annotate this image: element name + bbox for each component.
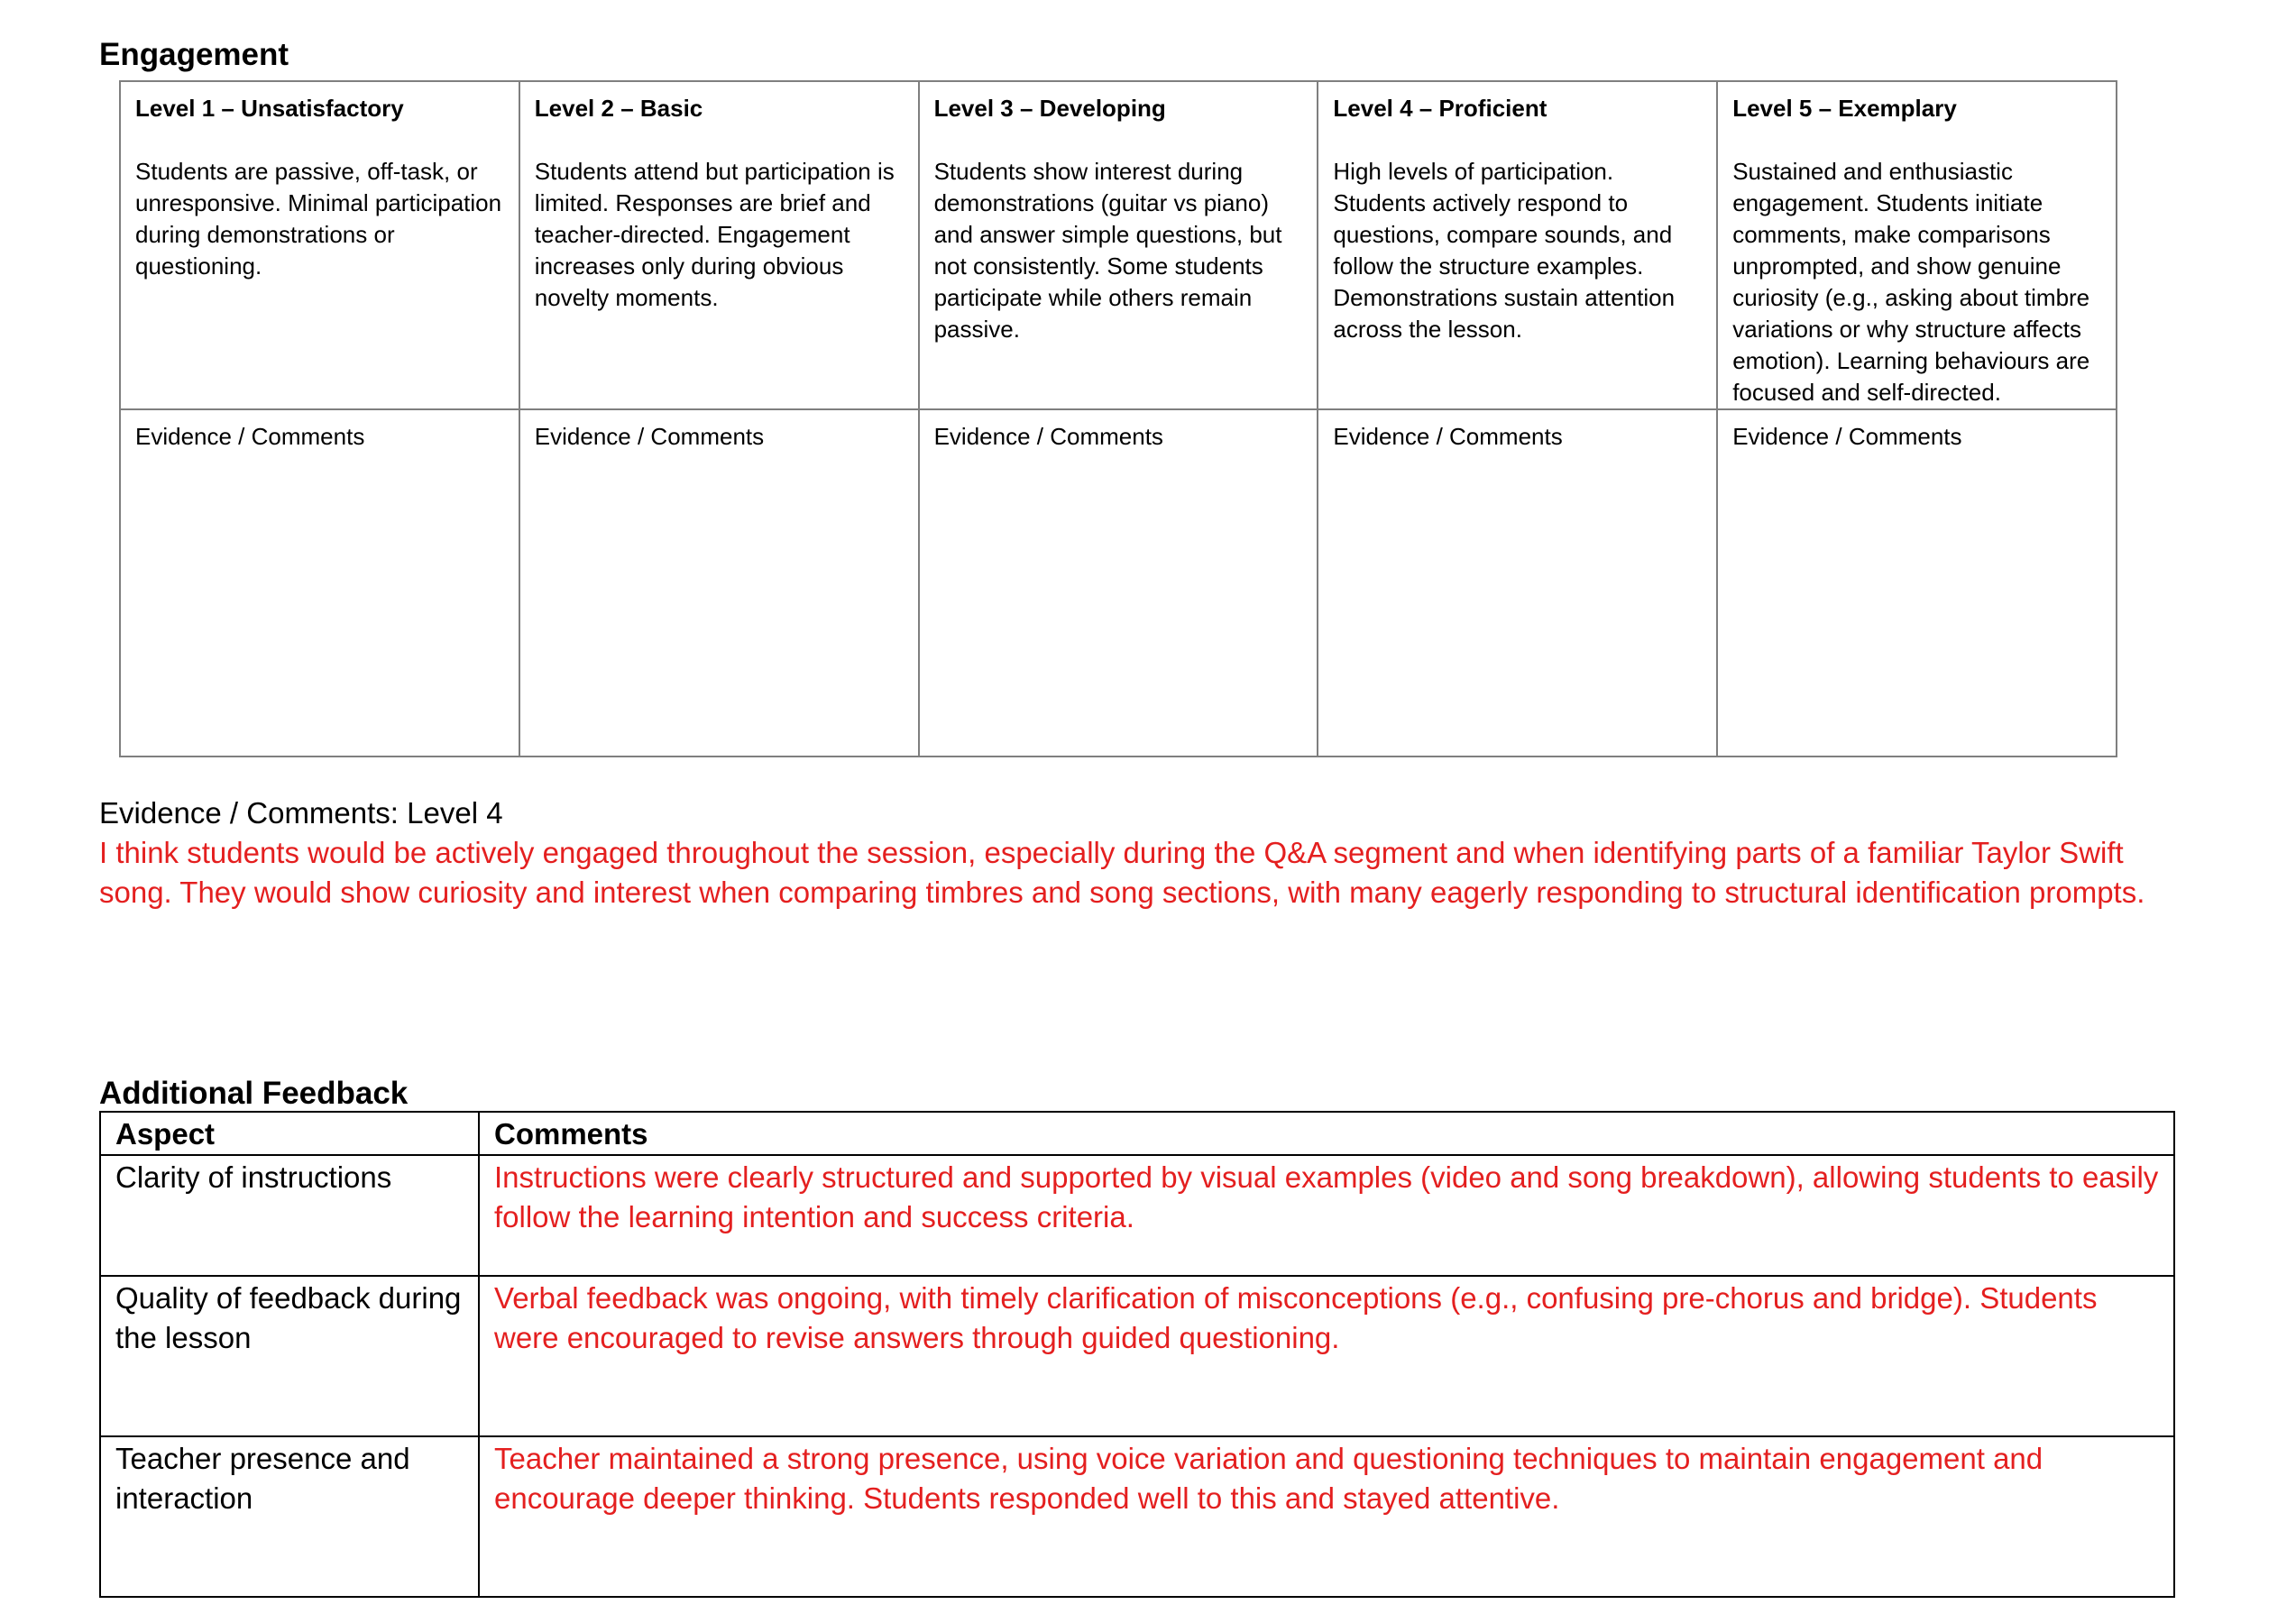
aspect-column-header: Aspect	[100, 1112, 479, 1155]
evidence-label: Evidence / Comments	[534, 423, 765, 450]
level-5-title: Level 5 – Exemplary	[1732, 95, 1957, 122]
evidence-summary-label: Evidence / Comments: Level 4	[99, 796, 503, 830]
feedback-header-row	[100, 1112, 2174, 1155]
evidence-label: Evidence / Comments	[933, 423, 1163, 450]
level-5-description: Sustained and enthusiastic engagement. Students initiate comments, make comparisons unprompted, and show genuine curiosity (e.g., asking about timbre variations or why structure affects emotion). Learning behaviours are focused and self-directed.	[1732, 158, 2090, 406]
rubric-cell-level-3	[919, 81, 1318, 409]
additional-feedback-heading: Additional Feedback	[99, 1076, 409, 1111]
level-3-title: Level 3 – Developing	[933, 95, 1166, 122]
comment-cell[interactable]: Instructions were clearly structured and supported by visual examples (video and song breakdown), allowing students to easily follow the learning intention and success criteria.	[479, 1155, 2174, 1276]
rubric-evidence-row	[120, 409, 2117, 756]
evidence-cell-level-2[interactable]	[519, 409, 919, 756]
comment-cell[interactable]: Verbal feedback was ongoing, with timely clarification of misconceptions (e.g., confusing pre-chorus and bridge). Students were encouraged to revise answers through guided questioning.	[479, 1276, 2174, 1436]
evidence-cell-level-1[interactable]	[120, 409, 519, 756]
level-1-title: Level 1 – Unsatisfactory	[135, 95, 404, 122]
evidence-cell-level-4[interactable]	[1318, 409, 1717, 756]
aspect-cell: Clarity of instructions	[100, 1155, 479, 1276]
rubric-cell-level-2	[519, 81, 919, 409]
engagement-heading: Engagement	[99, 37, 289, 72]
rubric-cell-level-4	[1318, 81, 1717, 409]
evidence-label: Evidence / Comments	[135, 423, 365, 450]
level-2-title: Level 2 – Basic	[534, 95, 703, 122]
aspect-cell: Teacher presence and interaction	[100, 1436, 479, 1597]
level-4-title: Level 4 – Proficient	[1333, 95, 1548, 122]
evidence-label: Evidence / Comments	[1333, 423, 1563, 450]
additional-feedback-table	[99, 1111, 2175, 1598]
rubric-cell-level-1	[120, 81, 519, 409]
evidence-summary-text[interactable]: I think students would be actively engaged throughout the session, especially during the Q&A segment and when identifying parts of a familiar Taylor Swift song. They would show curiosity and interest when comparing timbres and song sections, with many eagerly responding to structural identification prompts.	[99, 836, 2145, 909]
rubric-level-row	[120, 81, 2117, 409]
level-1-description: Students are passive, off-task, or unresponsive. Minimal participation during demonstrations or questioning.	[135, 158, 502, 280]
comments-column-header: Comments	[479, 1112, 2174, 1155]
engagement-rubric-table	[119, 80, 2117, 757]
evidence-cell-level-3[interactable]	[919, 409, 1318, 756]
table-row	[100, 1276, 2174, 1436]
table-row	[100, 1155, 2174, 1276]
table-row	[100, 1436, 2174, 1597]
evidence-label: Evidence / Comments	[1732, 423, 1962, 450]
rubric-cell-level-5	[1717, 81, 2117, 409]
aspect-cell: Quality of feedback during the lesson	[100, 1276, 479, 1436]
level-2-description: Students attend but participation is limited. Responses are brief and teacher-directed. Engagement increases only during obvious novelty moments.	[534, 158, 895, 311]
evidence-cell-level-5[interactable]	[1717, 409, 2117, 756]
level-3-description: Students show interest during demonstrations (guitar vs piano) and answer simple questions, but not consistently. Some students participate while others remain passive.	[933, 158, 1282, 343]
level-4-description: High levels of participation. Students actively respond to questions, compare sounds, and follow the structure examples. Demonstrations sustain attention across the lesson.	[1333, 158, 1676, 343]
comment-cell[interactable]: Teacher maintained a strong presence, using voice variation and questioning techniques to maintain engagement and encourage deeper thinking. Students responded well to this and stayed attentive.	[479, 1436, 2174, 1597]
